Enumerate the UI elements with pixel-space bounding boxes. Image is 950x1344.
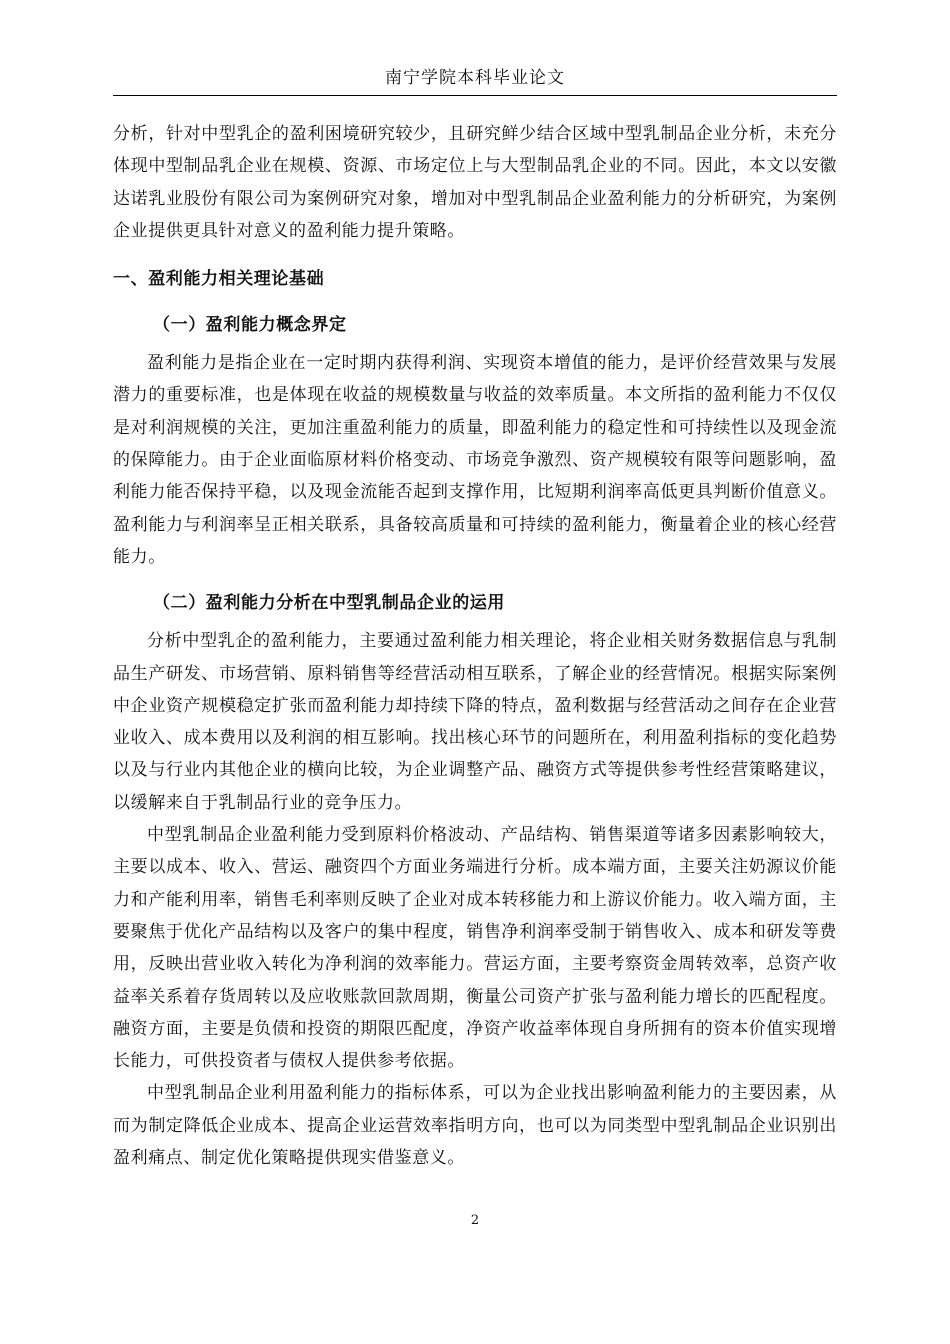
page-number: 2 [470, 1213, 480, 1228]
subsection-heading: （二）盈利能力分析在中型乳制品企业的运用 [153, 593, 505, 614]
intro-paragraph: 分析，针对中型乳企的盈利困境研究较少，且研究鲜少结合区域中型乳制品企业分析，未充分体现中型制品乳企业在规模、资源、市场定位上与大型制品乳企业的不同。因此，本文以安徽达诺乳业股份有限公司为案例研究对象，增加对中型乳制品企业盈利能力的分析研究，为案例企业提供更具针对意义的盈利能力提升策略。 [113, 124, 837, 241]
running-header: 南宁学院本科毕业论文 [385, 68, 565, 88]
paragraph: 分析中型乳企的盈利能力，主要通过盈利能力相关理论，将企业相关财务数据信息与乳制品生产研发、市场营销、原料销售等经营活动相互联系，了解企业的经营情况。根据实际案例中企业资产规模稳定扩张而盈利能力却持续下降的特点，盈利数据与经营活动之间存在企业营业收入、成本费用以及利润的相互影响。找出核心环节的问题所在，利用盈利指标的变化趋势以及与行业内其他企业的横向比较，为企业调整产品、融资方式等提供参考性经营策略建议，以缓解来自于乳制品行业的竞争压力。 [113, 631, 837, 813]
header-rule [113, 95, 837, 96]
body-text [113, 118, 837, 1174]
paragraph: 中型乳制品企业盈利能力受到原料价格波动、产品结构、销售渠道等诸多因素影响较大，主要以成本、收入、营运、融资四个方面业务端进行分析。成本端方面，主要关注奶源议价能力和产能利用率，销售毛利率则反映了企业对成本转移能力和上游议价能力。收入端方面，主要聚焦于优化产品结构以及客户的集中程度，销售净利润率受制于销售收入、成本和研发等费用，反映出营业收入转化为净利润的效率能力。营运方面，主要考察资金周转效率，总资产收益率关系着存货周转以及应收账款回款周期，衡量公司资产扩张与盈利能力增长的匹配程度。融资方面，主要是负债和投资的期限匹配度，净资产收益率体现自身所拥有的资本价值实现增长能力，可供投资者与债权人提供参考依据。 [113, 825, 837, 1072]
paragraph: 中型乳制品企业利用盈利能力的指标体系，可以为企业找出影响盈利能力的主要因素，从而为制定降低企业成本、提高企业运营效率指明方向，也可以为同类型中型乳制品企业识别出盈利痛点、制定优化策略提供现实借鉴意义。 [113, 1083, 837, 1169]
section-heading: 一、盈利能力相关理论基础 [113, 269, 325, 290]
paragraph: 盈利能力是指企业在一定时期内获得利润、实现资本增值的能力，是评价经营效果与发展潜力的重要标准，也是体现在收益的规模数量与收益的效率质量。本文所指的盈利能力不仅仅是对利润规模的关注，更加注重盈利能力的质量，即盈利能力的稳定性和可持续性以及现金流的保障能力。由于企业面临原材料价格变动、市场竞争激烈、资产规模较有限等问题影响，盈利能力能否保持平稳，以及现金流能否起到支撑作用，比短期利润率高低更具判断价值意义。盈利能力与利润率呈正相关联系，具备较高质量和可持续的盈利能力，衡量着企业的核心经营能力。 [113, 353, 837, 567]
subsection-heading: （一）盈利能力概念界定 [153, 315, 347, 336]
